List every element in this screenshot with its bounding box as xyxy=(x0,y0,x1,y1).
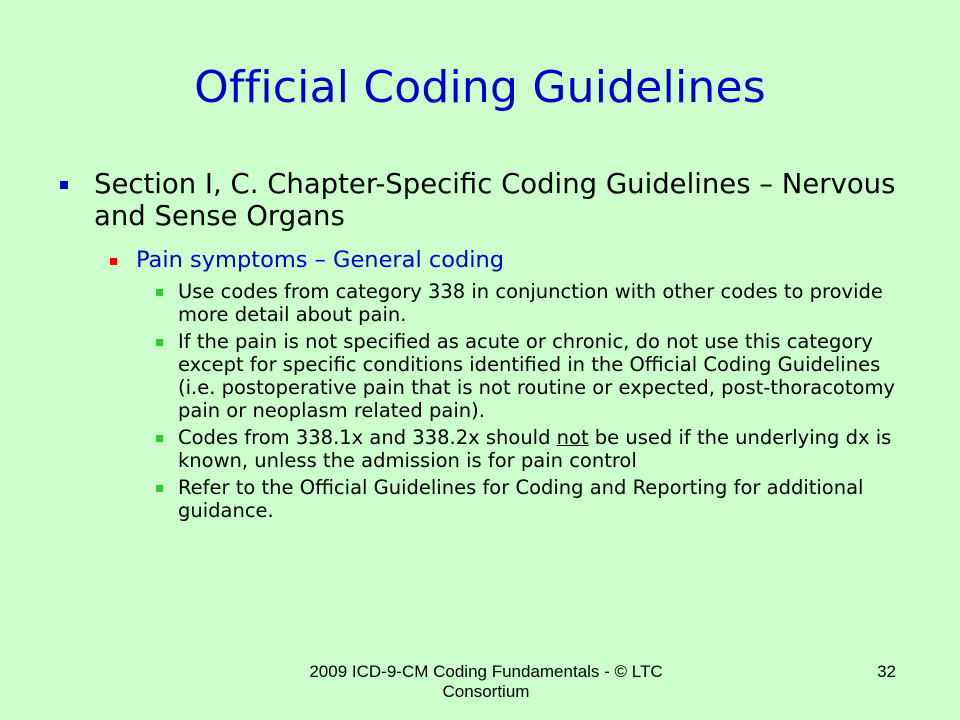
bullet-item-level3 xyxy=(56,476,896,522)
slide-footer: 2009 ICD-9-CM Coding Fundamentals - © LTC Consortium xyxy=(309,662,663,701)
blue-square-bullet-icon xyxy=(60,181,68,189)
green-square-bullet-icon xyxy=(156,339,163,346)
bullet-text: Section I, C. Chapter-Specific Coding Guidelines – Nervous and Sense Organs xyxy=(94,168,896,232)
bullet-item-level1 xyxy=(56,168,896,232)
bullet-content xyxy=(56,168,896,526)
bullet-text-emphasis: not xyxy=(556,426,589,449)
bullet-item-level3 xyxy=(56,426,896,472)
bullet-text-before: Codes from 338.1x and 338.2x should xyxy=(178,426,557,449)
bullet-item-level3 xyxy=(56,280,896,326)
slide-title: Official Coding Guidelines xyxy=(194,62,766,113)
bullet-item-level2 xyxy=(56,246,896,274)
bullet-text: Pain symptoms – General coding xyxy=(136,247,505,273)
green-square-bullet-icon xyxy=(156,485,163,492)
bullet-text: If the pain is not specified as acute or chronic, do not use this category except for specific conditions identified in the Official Coding Guidelines (i.e. postoperative pain that is not routine or expected, post-thoracotomy pain or neoplasm related pain). xyxy=(178,330,895,422)
bullet-text: Use codes from category 338 in conjunction with other codes to provide more detail about pain. xyxy=(178,280,883,326)
page-number: 32 xyxy=(877,662,896,681)
green-square-bullet-icon xyxy=(156,435,163,442)
red-square-bullet-icon xyxy=(110,258,117,265)
bullet-text-after: be used if the underlying dx is known, unless the admission is for pain control xyxy=(178,426,892,472)
green-square-bullet-icon xyxy=(156,289,163,296)
bullet-item-level3 xyxy=(56,330,896,422)
bullet-text: Refer to the Official Guidelines for Coding and Reporting for additional guidance. xyxy=(178,476,864,522)
bullet-text xyxy=(178,426,896,472)
